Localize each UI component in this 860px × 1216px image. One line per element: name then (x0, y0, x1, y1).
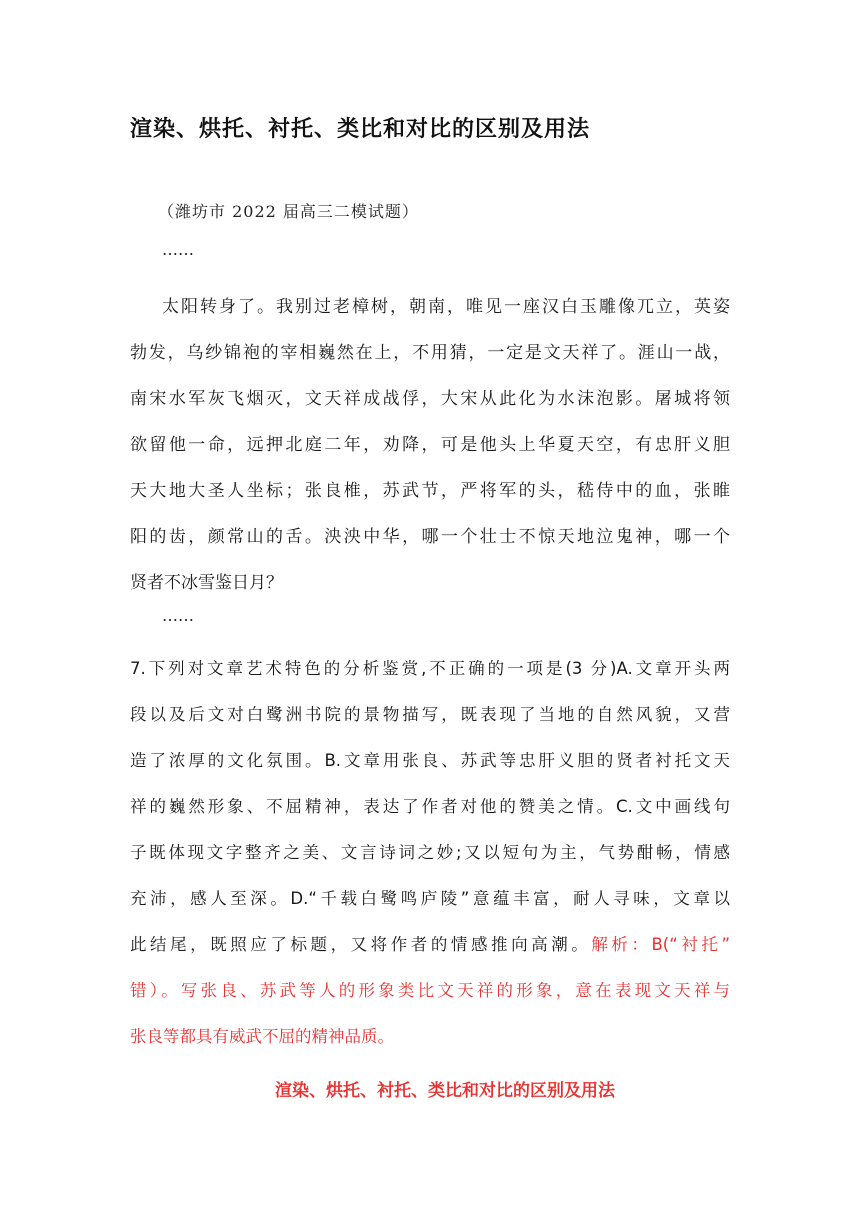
question-text-end: 此结尾，既照应了标题，又将作者的情感推向高潮。 (130, 935, 592, 954)
question-line: 子既体现文字整齐之美、文言诗词之妙;又以短句为主，气势酣畅，情感 (130, 843, 730, 862)
reading-passage (130, 284, 730, 606)
passage-line: 南宋水军灰飞烟灭，文天祥成战俘，大宋从此化为水沫泡影。屠城将领 (130, 389, 730, 409)
passage-line: 勃发，乌纱锦袍的宰相巍然在上，不用猜，一定是文天祥了。涯山一战， (130, 343, 730, 363)
question-block (130, 646, 730, 1060)
question-line: 造了浓厚的文化氛围。B.文章用张良、苏武等忠肝义胆的贤者衬托文天 (130, 751, 730, 770)
page-title: 渲染、烘托、衬托、类比和对比的区别及用法 (130, 117, 591, 142)
exam-source: （潍坊市 2022 届高三二模试题） (158, 202, 419, 221)
passage-line: 贤者不冰雪鉴日月？ (130, 573, 283, 593)
answer-line: 张良等都具有威武不屈的精神品质。 (130, 1027, 394, 1046)
passage-line: 阳的齿，颜常山的舌。泱泱中华，哪一个壮士不惊天地泣鬼神，哪一个 (130, 527, 730, 547)
section-heading: 渲染、烘托、衬托、类比和对比的区别及用法 (275, 1081, 615, 1101)
passage-line: 天大地大圣人坐标；张良椎，苏武节，严将军的头，嵇侍中的血，张睢 (130, 481, 730, 501)
question-line-with-answer-start (130, 922, 730, 968)
question-line: 7.下列对文章艺术特色的分析鉴赏,不正确的一项是(3 分)A.文章开头两 (130, 659, 730, 678)
ellipsis-bottom: …… (162, 606, 194, 625)
question-line: 祥的巍然形象、不屈精神，表达了作者对他的赞美之情。C.文中画线句 (130, 797, 730, 816)
question-line: 充沛，感人至深。D.“千载白鹭鸣庐陵”意蕴丰富，耐人寻味，文章以 (130, 889, 730, 908)
passage-line: 太阳转身了。我别过老樟树，朝南，唯见一座汉白玉雕像兀立，英姿 (162, 297, 730, 317)
question-line: 段以及后文对白鹭洲书院的景物描写，既表现了当地的自然风貌，又营 (130, 705, 730, 724)
answer-line: 错）。写张良、苏武等人的形象类比文天祥的形象，意在表现文天祥与 (130, 981, 730, 1000)
ellipsis-top: …… (162, 240, 194, 259)
passage-line: 欲留他一命，远押北庭二年，劝降，可是他头上华夏天空，有忠肝义胆 (130, 435, 730, 455)
answer-label: 解析：B(“衬托” (591, 935, 731, 954)
